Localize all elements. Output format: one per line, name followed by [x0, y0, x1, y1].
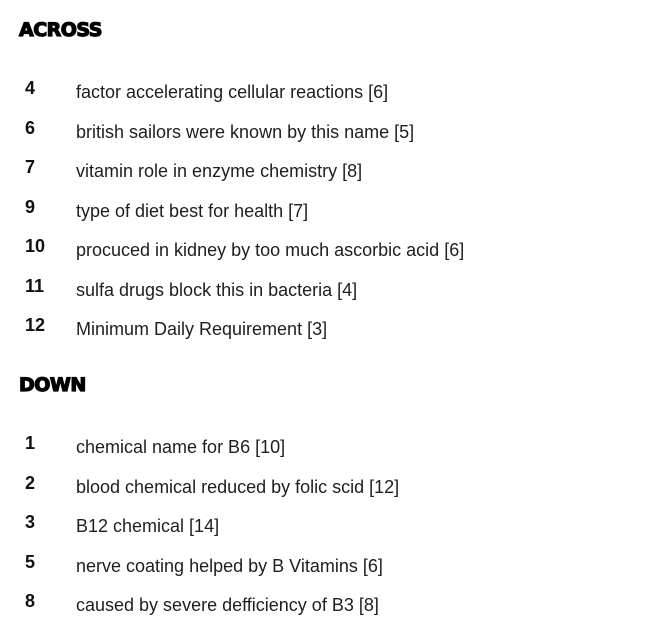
clue-text: british sailors were known by this name [5]	[76, 121, 415, 142]
clue-text: vitamin role in enzyme chemistry [8]	[76, 161, 363, 181]
down-heading: DOWN	[19, 374, 86, 396]
clue-text: factor accelerating cellular reactions [6]	[76, 82, 389, 102]
clue-number: 1	[25, 433, 36, 453]
clue-text: nerve coating helped by B Vitamins [6]	[76, 555, 383, 576]
clue-number: 2	[25, 472, 36, 493]
clue-number: 10	[25, 236, 46, 256]
clue-text: type of diet best for health [7]	[76, 200, 309, 221]
clue-text: chemical name for B6 [10]	[76, 437, 286, 457]
clue-number: 9	[25, 196, 36, 217]
clue-text: procuced in kidney by too much ascorbic acid [6]	[76, 240, 465, 260]
clue-text: Minimum Daily Requirement [3]	[76, 319, 328, 339]
clue-number: 3	[25, 512, 36, 532]
clue-text: caused by severe defficiency of B3 [8]	[76, 595, 379, 615]
clue-number: 4	[25, 78, 36, 98]
clue-text: blood chemical reduced by folic scid [12]	[76, 476, 400, 497]
clue-text: sulfa drugs block this in bacteria [4]	[76, 279, 358, 300]
clue-number: 8	[25, 591, 36, 611]
across-heading: ACROSS	[19, 19, 102, 41]
clue-number: 7	[25, 157, 36, 177]
clue-number: 11	[25, 275, 45, 296]
clue-number: 5	[25, 551, 36, 572]
clue-number: 12	[25, 315, 46, 335]
clue-number: 6	[25, 117, 36, 138]
clue-text: B12 chemical [14]	[76, 516, 220, 536]
